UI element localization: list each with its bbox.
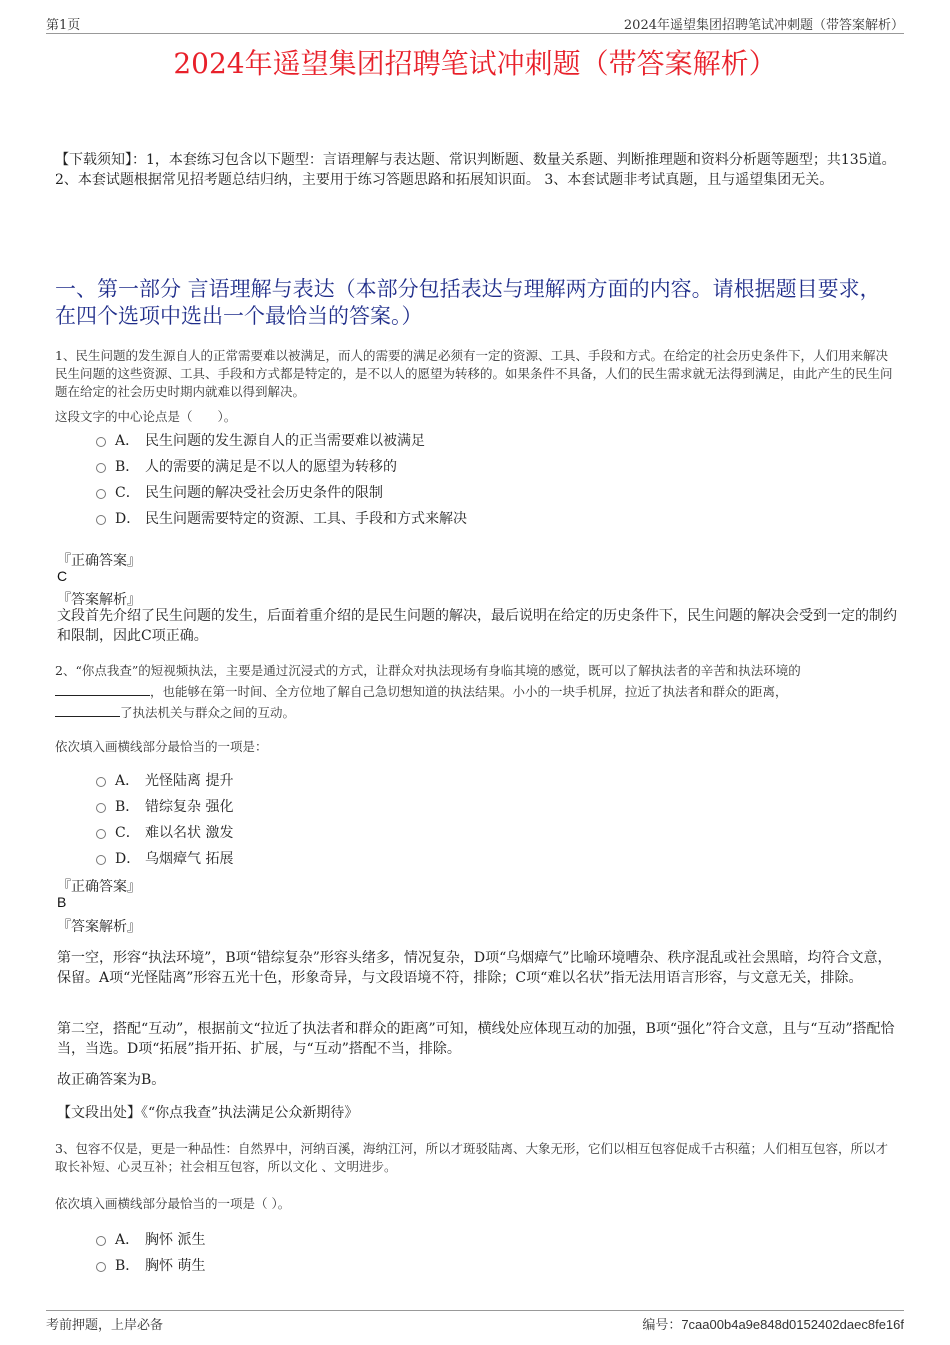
question-1-answer-label: 『正确答案』 (57, 553, 141, 569)
option-letter: B． (115, 1258, 140, 1274)
question-3-stem: 3、包容不仅是，更是一种品性：自然界中，河纳百溪，海纳江河，所以才斑驳陆离、大象无形，它们以相互包容促成千古积蕴；人们相互包容，所以才取长补短、心灵互补；社会相互包容，所以文化 、文明进步。 (55, 1141, 888, 1174)
option-letter: D． (115, 511, 141, 527)
fill-blank-1 (55, 683, 150, 696)
question-2-analysis-label: 『答案解析』 (57, 919, 141, 935)
option-letter: A． (115, 1232, 140, 1248)
question-1-option-a[interactable] (96, 430, 425, 450)
question-2-prompt: 依次填入画横线部分最恰当的一项是： (55, 739, 268, 754)
question-3-option-b[interactable] (96, 1255, 205, 1275)
option-letter: B． (115, 459, 140, 475)
option-text: 胸怀 萌生 (145, 1258, 206, 1274)
radio-icon[interactable] (96, 1236, 106, 1246)
option-text: 民生问题的解决受社会历史条件的限制 (145, 485, 383, 501)
question-2-analysis-2: 第二空，搭配“互动”，根据前文“拉近了执法者和群众的距离”可知，横线处应体现互动的加强，B项“强化”符合文意，且与“互动”搭配恰当，当选。D项“拓展”指开拓、扩展，与“互动”搭配不当，排除。 (57, 1021, 895, 1057)
question-1-stem: 1、民生问题的发生源自人的正常需要难以被满足，而人的需要的满足必须有一定的资源、工具、手段和方式。在给定的社会历史条件下，人们用来解决民生问题的这些资源、工具、手段和方式都是特定的，是不以人的愿望为转移的。如果条件不具备，人们的民生需求就无法得到满足，由此产生的民生问题在给定的社会历史时期内就难以得到解决。 (55, 348, 893, 399)
option-text: 错综复杂 强化 (145, 799, 234, 815)
option-letter: C． (115, 825, 140, 841)
option-text: 乌烟瘴气 拓展 (145, 851, 234, 867)
footer-code-label: 编号： (642, 1318, 682, 1333)
footer-divider (46, 1310, 904, 1311)
option-text: 人的需要的满足是不以人的愿望为转移的 (145, 459, 397, 475)
option-letter: B． (115, 799, 140, 815)
radio-icon[interactable] (96, 489, 106, 499)
question-3-prompt: 依次填入画横线部分最恰当的一项是（ ）。 (55, 1196, 291, 1211)
page-number: 第1页 (46, 18, 81, 33)
radio-icon[interactable] (96, 1262, 106, 1272)
question-2-option-b[interactable] (96, 796, 233, 816)
question-3-option-a[interactable] (96, 1229, 205, 1249)
radio-icon[interactable] (96, 855, 106, 865)
radio-icon[interactable] (96, 829, 106, 839)
question-1-prompt: 这段文字的中心论点是（ ）。 (55, 409, 237, 424)
download-notice: 【下载须知】：1，本套练习包含以下题型：言语理解与表达题、常识判断题、数量关系题、判断推理题和资料分析题等题型；共135道。 2、本套试题根据常见招考题总结归纳，主要用于练习答题思路和拓展知识面。 3、本套试题非考试真题，且与遥望集团无关。 (55, 152, 896, 188)
question-1-option-d[interactable] (96, 508, 467, 528)
radio-icon[interactable] (96, 803, 106, 813)
question-2-answer-label: 『正确答案』 (57, 879, 141, 895)
option-text: 民生问题需要特定的资源、工具、手段和方式来解决 (145, 511, 467, 527)
question-2-option-d[interactable] (96, 848, 233, 868)
stem-part-1: 2、“你点我查”的短视频执法，主要是通过沉浸式的方式，让群众对执法现场有身临其境的感觉，既可以了解执法者的辛苦和执法环境的 (55, 663, 801, 678)
footer-code (642, 1314, 904, 1333)
question-2-analysis-1: 第一空，形容“执法环境”，B项“错综复杂”形容头绪多，情况复杂，D项“乌烟瘴气”比喻环境嘈杂、秩序混乱或社会黑暗，均符合文意，保留。A项“光怪陆离”形容五光十色，形象奇异，与文段语境不符，排除；C项“难以名状”指无法用语言形容，与文意无关，排除。 (57, 950, 892, 986)
fill-blank-2 (55, 704, 120, 717)
question-1-option-b[interactable] (96, 456, 397, 476)
question-2-option-c[interactable] (96, 822, 233, 842)
footer-code-value: 7caa00b4a9e848d0152402daec8fe16f (681, 1317, 904, 1332)
option-text: 光怪陆离 提升 (145, 773, 234, 789)
question-2-answer: B (57, 894, 67, 910)
option-letter: D． (115, 851, 141, 867)
question-1-option-c[interactable] (96, 482, 383, 502)
section-heading: 一、第一部分 言语理解与表达（本部分包括表达与理解两方面的内容。请根据题目要求，在四个选项中选出一个最恰当的答案。） (55, 277, 881, 328)
question-1-answer: C (57, 568, 68, 584)
option-letter: A． (115, 433, 140, 449)
option-text: 胸怀 派生 (145, 1232, 206, 1248)
radio-icon[interactable] (96, 515, 106, 525)
radio-icon[interactable] (96, 437, 106, 447)
option-text: 民生问题的发生源自人的正当需要难以被满足 (145, 433, 425, 449)
question-1-analysis: 文段首先介绍了民生问题的发生，后面着重介绍的是民生问题的解决，最后说明在给定的历史条件下，民生问题的解决会受到一定的制约和限制，因此C项正确。 (57, 608, 897, 644)
option-text: 难以名状 激发 (145, 825, 234, 841)
question-2-option-a[interactable] (96, 770, 233, 790)
question-1-analysis-label: 『答案解析』 (57, 592, 141, 608)
radio-icon[interactable] (96, 777, 106, 787)
question-2-analysis-3: 故正确答案为B。 (57, 1072, 166, 1088)
footer-slogan: 考前押题，上岸必备 (46, 1318, 164, 1333)
page-title: 2024年遥望集团招聘笔试冲刺题（带答案解析） (173, 47, 777, 80)
question-2-stem (55, 660, 900, 723)
stem-part-2: ，也能够在第一时间、全方位地了解自己急切想知道的执法结果。小小的一块手机屏，拉近了执法者和群众的距离， (150, 684, 788, 699)
option-letter: C． (115, 485, 140, 501)
header-doc-title: 2024年遥望集团招聘笔试冲刺题（带答案解析） (623, 18, 904, 33)
question-2-source: 【文段出处】《“你点我查”执法满足公众新期待》 (57, 1105, 359, 1121)
radio-icon[interactable] (96, 463, 106, 473)
stem-part-3: 了执法机关与群众之间的互动。 (120, 705, 296, 720)
header-divider (46, 33, 904, 34)
option-letter: A． (115, 773, 140, 789)
